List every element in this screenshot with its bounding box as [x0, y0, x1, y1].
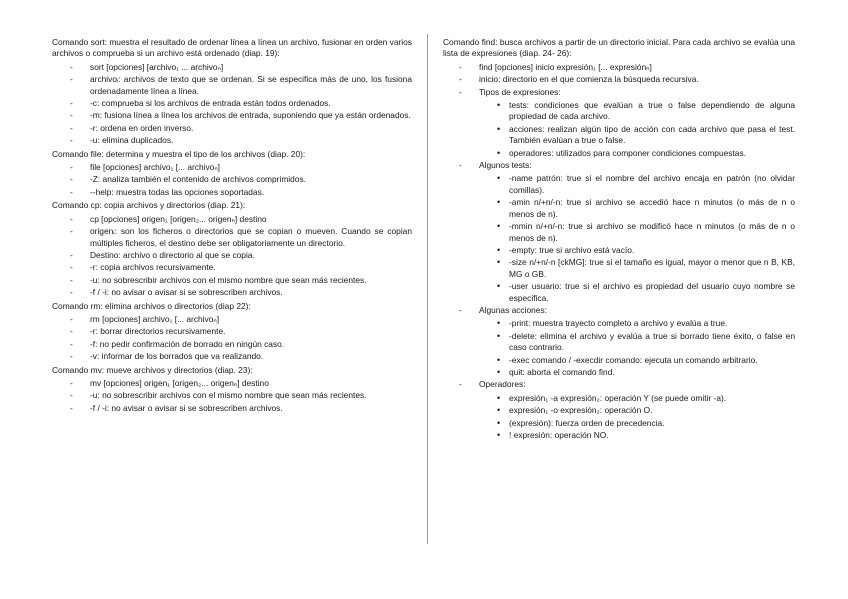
- section-list: [52, 378, 412, 414]
- list-item: - -v: informar de los borrados que va realizando.: [52, 351, 412, 362]
- list-item-text: Operadores:: [479, 379, 526, 390]
- sub-list: [479, 393, 795, 442]
- left-column: [52, 37, 412, 416]
- section-list: [443, 62, 795, 442]
- sub-list-item: • expresión₁ -o expresión₂: operación O.: [479, 405, 795, 416]
- sub-list-item: • operadores: utilizados para componer condiciones compuestas.: [479, 148, 795, 159]
- sub-list-item: • expresión₁ -a expresión₂: operación Y (se puede omitir -a).: [479, 393, 795, 404]
- list-item: - -Z: analiza también el contenido de archivos comprimidos.: [52, 174, 412, 185]
- section-heading: Comando find: busca archivos a partir de un directorio inicial. Para cada archivo se evalúa una lista de expresiones (diap. 24- 26):: [443, 37, 795, 59]
- list-item: - -u: no sobrescribir archivos con el mismo nombre que sean más recientes.: [52, 275, 412, 286]
- section-heading: Comando rm: elimina archivos o directorios (diap 22):: [52, 300, 251, 311]
- section-list: [52, 314, 412, 363]
- sub-list-item: • -name patrón: true si el nombre del archivo encaja en patrón (no olvidar comillas).: [479, 173, 795, 196]
- section-heading: Comando sort: muestra el resultado de ordenar línea a línea un archivo, fusionar en orden varios archivos o comprueba si un archivo está ordenado (diap. 19):: [52, 37, 412, 59]
- section-list: [52, 214, 412, 299]
- list-item: - -f / -i: no avisar o avisar si se sobrescriben archivos.: [52, 287, 412, 298]
- sub-list-item: • ! expresión: operación NO.: [479, 430, 795, 441]
- sub-list-item: • acciones: realizan algún tipo de acción con cada archivo que pasa el test. También evalúan a true o false.: [479, 124, 795, 147]
- sub-list-item: • quit: aborta el comando find.: [479, 367, 795, 378]
- list-item: - -f: no pedir confirmación de borrado en ningún caso.: [52, 339, 412, 350]
- sub-list-item: • -delete: elimina el archivo y evalúa a true si borrado tiene éxito, o false en caso contrario.: [479, 331, 795, 354]
- sub-list-item: • -mmin n/+n/-n: true si archivo se modificó hace n minutos (o más de n o menos de n).: [479, 221, 795, 244]
- list-item-text: Tipos de expresiones:: [479, 86, 561, 97]
- list-item: - Destino: archivo o directorio al que se copia.: [52, 250, 412, 261]
- list-item-text: Algunas acciones:: [479, 304, 547, 315]
- list-item: [443, 379, 795, 441]
- list-item: [443, 305, 795, 378]
- sub-list: [479, 173, 795, 303]
- sub-list-item: • -print: muestra trayecto completo a archivo y evalúa a true.: [479, 318, 795, 329]
- list-item: - --help: muestra todas las opciones soportadas.: [52, 187, 412, 198]
- right-column: [443, 37, 795, 443]
- list-item: [443, 62, 795, 73]
- list-item: - -f / -i: no avisar o avisar si se sobrescriben archivos.: [52, 403, 412, 414]
- list-item: - archivoᵢ: archivos de texto que se ordenan. Si se especifica más de uno, los fusiona ordenadamente línea a línea.: [52, 74, 412, 97]
- list-item: - sort [opciones] [archivo₁ ... archivoₙ]: [52, 62, 412, 73]
- list-item-text: Algunos tests:: [479, 160, 532, 171]
- list-item-text: find [opciones] inicio expresión₁ [... expresiónₙ]: [479, 61, 652, 72]
- list-item: - mv [opciones] origen₁ [origen₂... origenₙ] destino: [52, 378, 412, 389]
- list-item: - rm [opciones] archivo₁ [... archivoₙ]: [52, 314, 412, 325]
- sub-list: [479, 318, 795, 378]
- list-item: - origenᵢ: son los ficheros o directorios que se copian o mueven. Cuando se copian múltiples ficheros, el destino debe ser obligatoriamente un directorio.: [52, 226, 412, 249]
- list-item: [443, 160, 795, 304]
- list-item: - cp [opciones] origen₁ [origen₂... origenₙ] destino: [52, 214, 412, 225]
- list-item: - -r: copia archivos recursivamente.: [52, 262, 412, 273]
- sub-list-item: • -exec comando / -execdir comando: ejecuta un comando arbitrario.: [479, 355, 795, 366]
- list-item-text: inicio: directorio en el que comienza la búsqueda recursiva.: [479, 74, 699, 85]
- list-item: - file [opciones] archivo₁ [... archivoₙ]: [52, 162, 412, 173]
- sub-list-item: • tests: condiciones que evalúan a true o false dependiendo de alguna propiedad de cada archivo.: [479, 100, 795, 123]
- sub-list-item: • -empty: true si archivo está vacío.: [479, 245, 795, 256]
- section-list: [52, 62, 412, 147]
- sub-list-item: • -amin n/+n/-n: true si archivo se accedió hace n minutos (o más de n o menos de n).: [479, 197, 795, 220]
- list-item: - -c: comprueba si los archivos de entrada están todos ordenados.: [52, 98, 412, 109]
- sub-list-item: • (expresión): fuerza orden de precedencia.: [479, 418, 795, 429]
- section-heading: Comando mv: mueve archivos y directorios (diap. 23):: [52, 364, 253, 375]
- list-item: - -r: ordena en orden inverso.: [52, 123, 412, 134]
- list-item: [443, 74, 795, 85]
- list-item: - -m: fusiona línea a línea los archivos de entrada, suponiendo que ya están ordenados.: [52, 110, 412, 121]
- sub-list-item: • -size n/+n/-n [ckMG]: true si el tamaño es igual, mayor o menor que n B, KB, MG o GB.: [479, 257, 795, 280]
- list-item: [443, 87, 795, 159]
- list-item: - -r: borrar directorios recursivamente.: [52, 326, 412, 337]
- list-item: - -u: elimina duplicados.: [52, 135, 412, 146]
- section-heading: Comando cp: copia archivos y directorios (diap. 21):: [52, 200, 246, 211]
- section-list: [52, 162, 412, 198]
- section-heading: Comando file: determina y muestra el tipo de los archivos (diap. 20):: [52, 148, 306, 159]
- column-divider: [427, 34, 428, 544]
- sub-list: [479, 100, 795, 159]
- list-item: - -u: no sobrescribir archivos con el mismo nombre que sean más recientes.: [52, 390, 412, 401]
- sub-list-item: • -user usuario: true si el archivo es propiedad del usuario cuyo nombre se especifica.: [479, 281, 795, 304]
